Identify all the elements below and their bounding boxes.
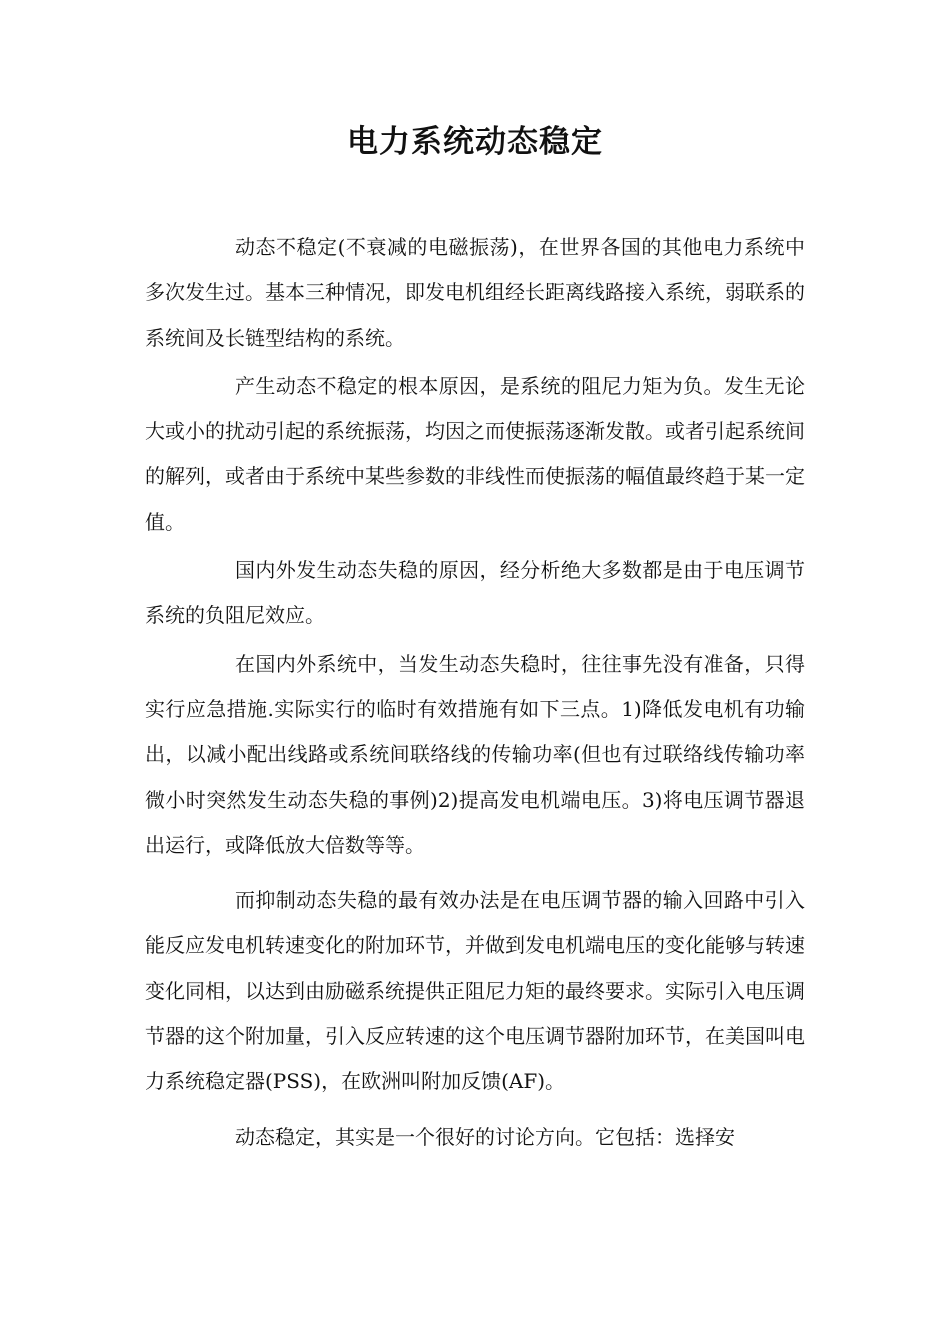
paragraph-6: 动态稳定，其实是一个很好的讨论方向。它包括：选择安 [235,1124,735,1149]
paragraph-4: 在国内外系统中，当发生动态失稳时，往往事先没有准备，只得实行应急措施.实际实行的临时有效措施有如下三点。1)降低发电机有功输出，以减小配出线路或系统间联络线的传输功率(但也有过联络线传输功率微小时突然发生动态失稳的事例)2)提高发电机端电压。3)将电压调节器退出运行，或降低放大倍数等等。 [145,651,805,857]
paragraph-5: 而抑制动态失稳的最有效办法是在电压调节器的输入回路中引入能反应发电机转速变化的附加环节，并做到发电机端电压的变化能够与转速变化同相，以达到由励磁系统提供正阻尼力矩的最终要求。实际引入电压调节器的这个附加量，引入反应转速的这个电压调节器附加环节，在美国叫电力系统稳定器(PSS)，在欧洲叫附加反馈(AF)。 [145,888,805,1094]
paragraph-1: 动态不稳定(不衰减的电磁振荡)，在世界各国的其他电力系统中多次发生过。基本三种情况，即发电机组经长距离线路接入系统，弱联系的系统间及长链型结构的系统。 [145,235,805,350]
paragraph-3: 国内外发生动态失稳的原因，经分析绝大多数都是由于电压调节系统的负阻尼效应。 [145,558,805,628]
paragraph-2: 产生动态不稳定的根本原因，是系统的阻尼力矩为负。发生无论大或小的扰动引起的系统振荡，均因之而使振荡逐渐发散。或者引起系统间的解列，或者由于系统中某些参数的非线性而使振荡的幅值最终趋于某一定值。 [145,373,805,534]
document-body [145,225,805,1163]
document-title: 电力系统动态稳定 [347,124,603,160]
